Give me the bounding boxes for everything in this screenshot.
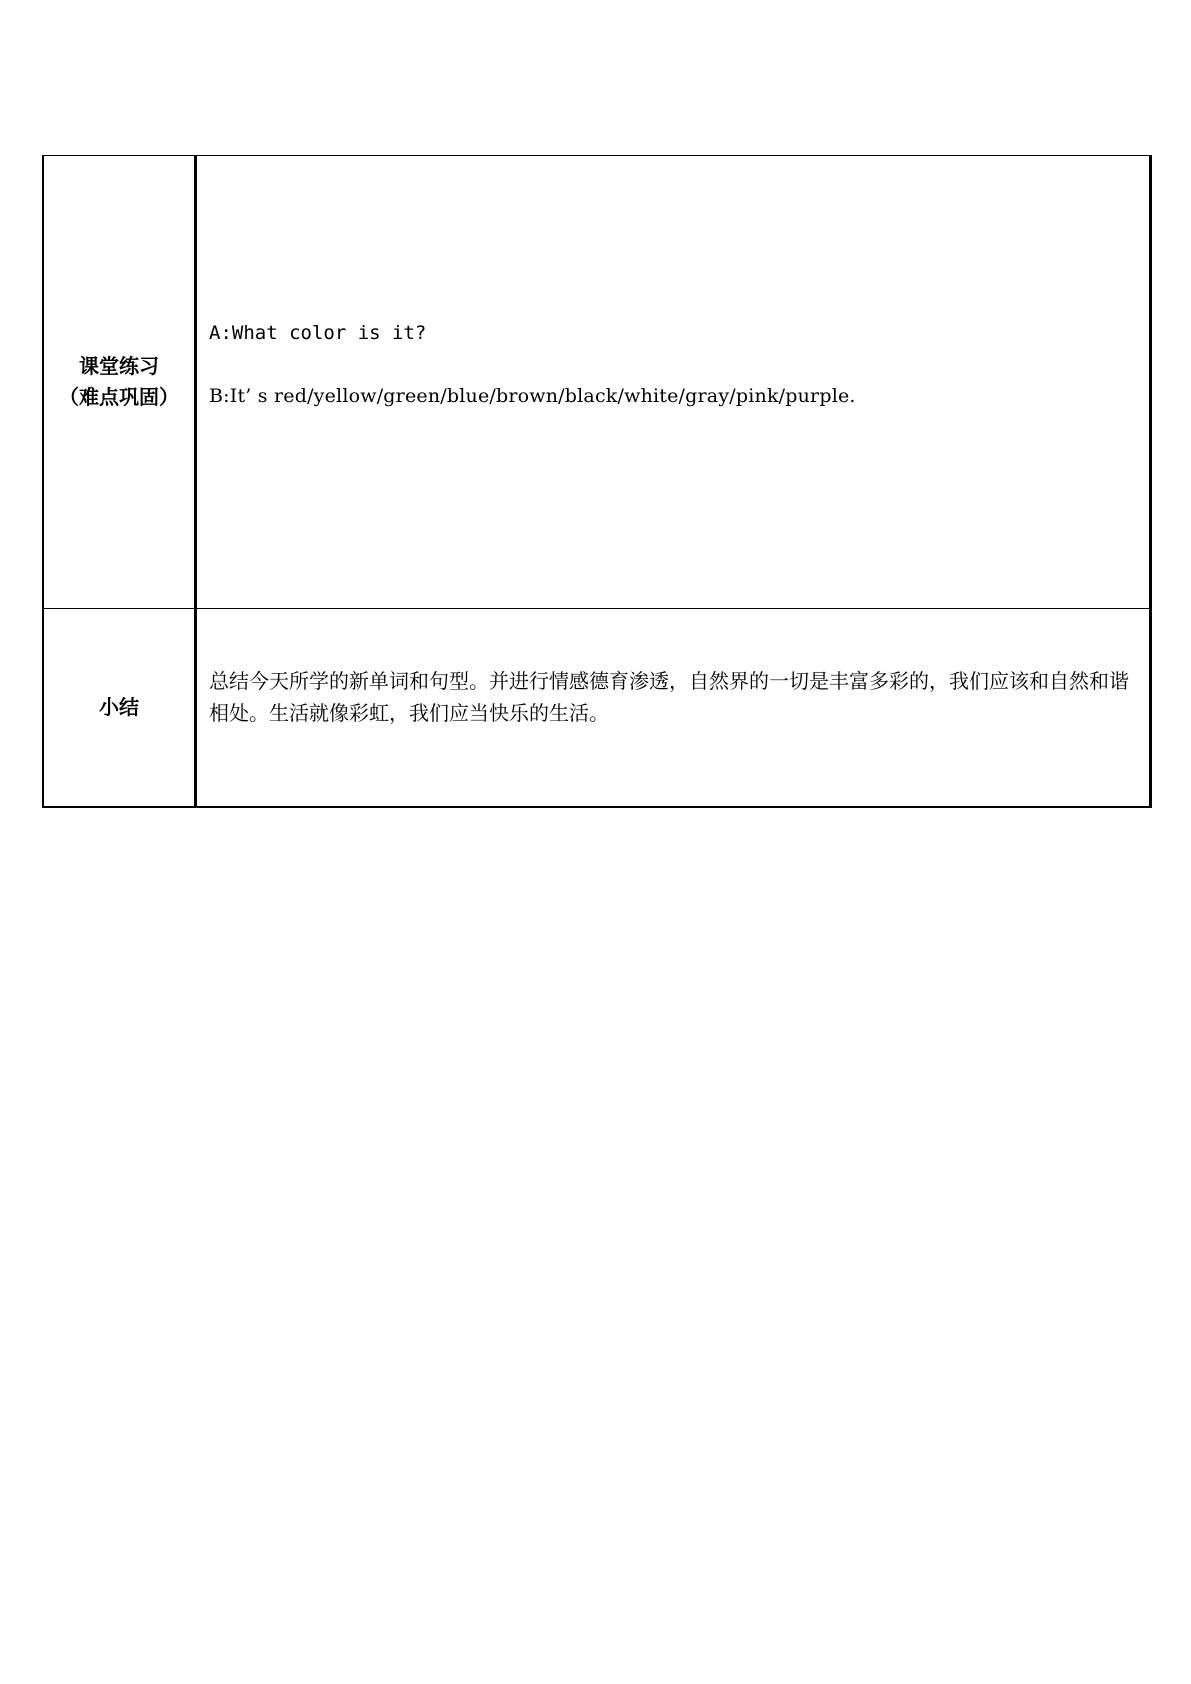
practice-label-line1: 课堂练习 [79, 354, 159, 378]
practice-content-cell [196, 156, 1151, 609]
summary-label: 小结 [99, 695, 139, 719]
lesson-plan-table [42, 155, 1152, 808]
summary-content-cell [196, 609, 1151, 808]
practice-label-line2: （难点巩固） [59, 385, 179, 409]
summary-text: 总结今天所学的新单词和句型。并进行情感德育渗透，自然界的一切是丰富多彩的，我们应该和自然和谐相处。生活就像彩虹，我们应当快乐的生活。 [209, 668, 1129, 725]
practice-label-cell [43, 156, 196, 609]
summary-label-cell [43, 609, 196, 808]
table-row-practice [43, 156, 1151, 609]
table-row-summary [43, 609, 1151, 808]
dialogue-answer: B:It’ s red/yellow/green/blue/brown/black/white/gray/pink/purple. [209, 385, 856, 407]
dialogue-question: A:What color is it? [209, 322, 427, 344]
